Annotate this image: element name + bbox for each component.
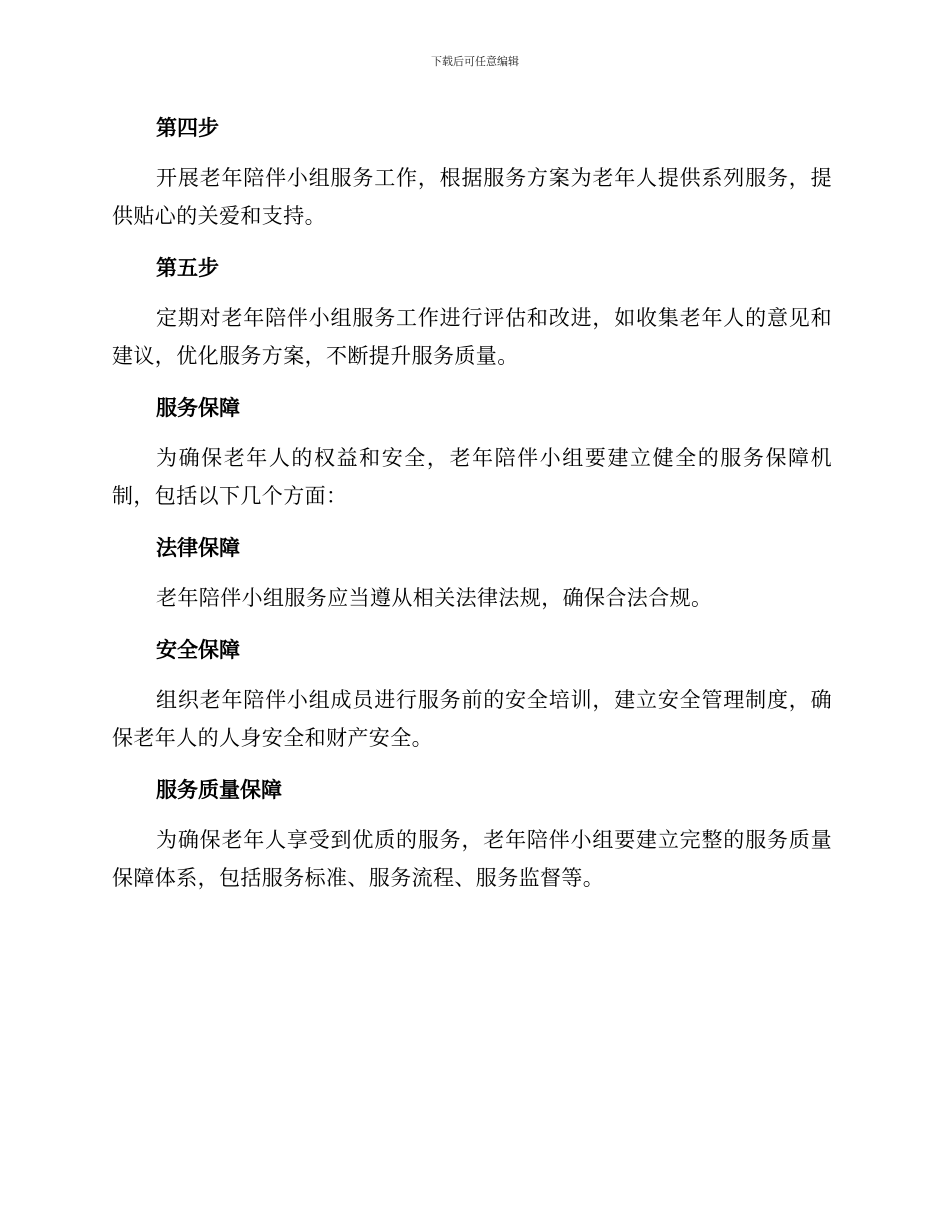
section-paragraph: 定期对老年陪伴小组服务工作进行评估和改进，如收集老年人的意见和建议，优化服务方案，不断提升服务质量。 [112,306,832,368]
section-paragraph: 组织老年陪伴小组成员进行服务前的安全培训，建立安全管理制度，确保老年人的人身安全和财产安全。 [112,688,832,750]
section-heading: 第五步 [156,256,219,280]
section-heading: 服务保障 [156,396,240,420]
section-quality-guarantee [112,770,832,897]
section-heading: 法律保障 [156,536,240,560]
section-paragraph: 开展老年陪伴小组服务工作，根据服务方案为老年人提供系列服务，提供贴心的关爱和支持。 [112,166,832,228]
section-legal-guarantee [112,528,832,617]
section-paragraph: 老年陪伴小组服务应当遵从相关法律法规，确保合法合规。 [156,586,713,610]
section-service-guarantee [112,388,832,515]
section-heading: 第四步 [156,116,219,140]
section-paragraph: 为确保老年人享受到优质的服务，老年陪伴小组要建立完整的服务质量保障体系，包括服务标准、服务流程、服务监督等。 [112,828,832,890]
section-paragraph: 为确保老年人的权益和安全，老年陪伴小组要建立健全的服务保障机制，包括以下几个方面： [112,446,832,508]
document-body [112,108,832,910]
section-safety-guarantee [112,630,832,757]
section-heading: 安全保障 [156,638,240,662]
page-header-note: 下载后可任意编辑 [431,55,519,68]
section-step-four [112,108,832,235]
section-heading: 服务质量保障 [156,778,282,802]
section-step-five [112,248,832,375]
